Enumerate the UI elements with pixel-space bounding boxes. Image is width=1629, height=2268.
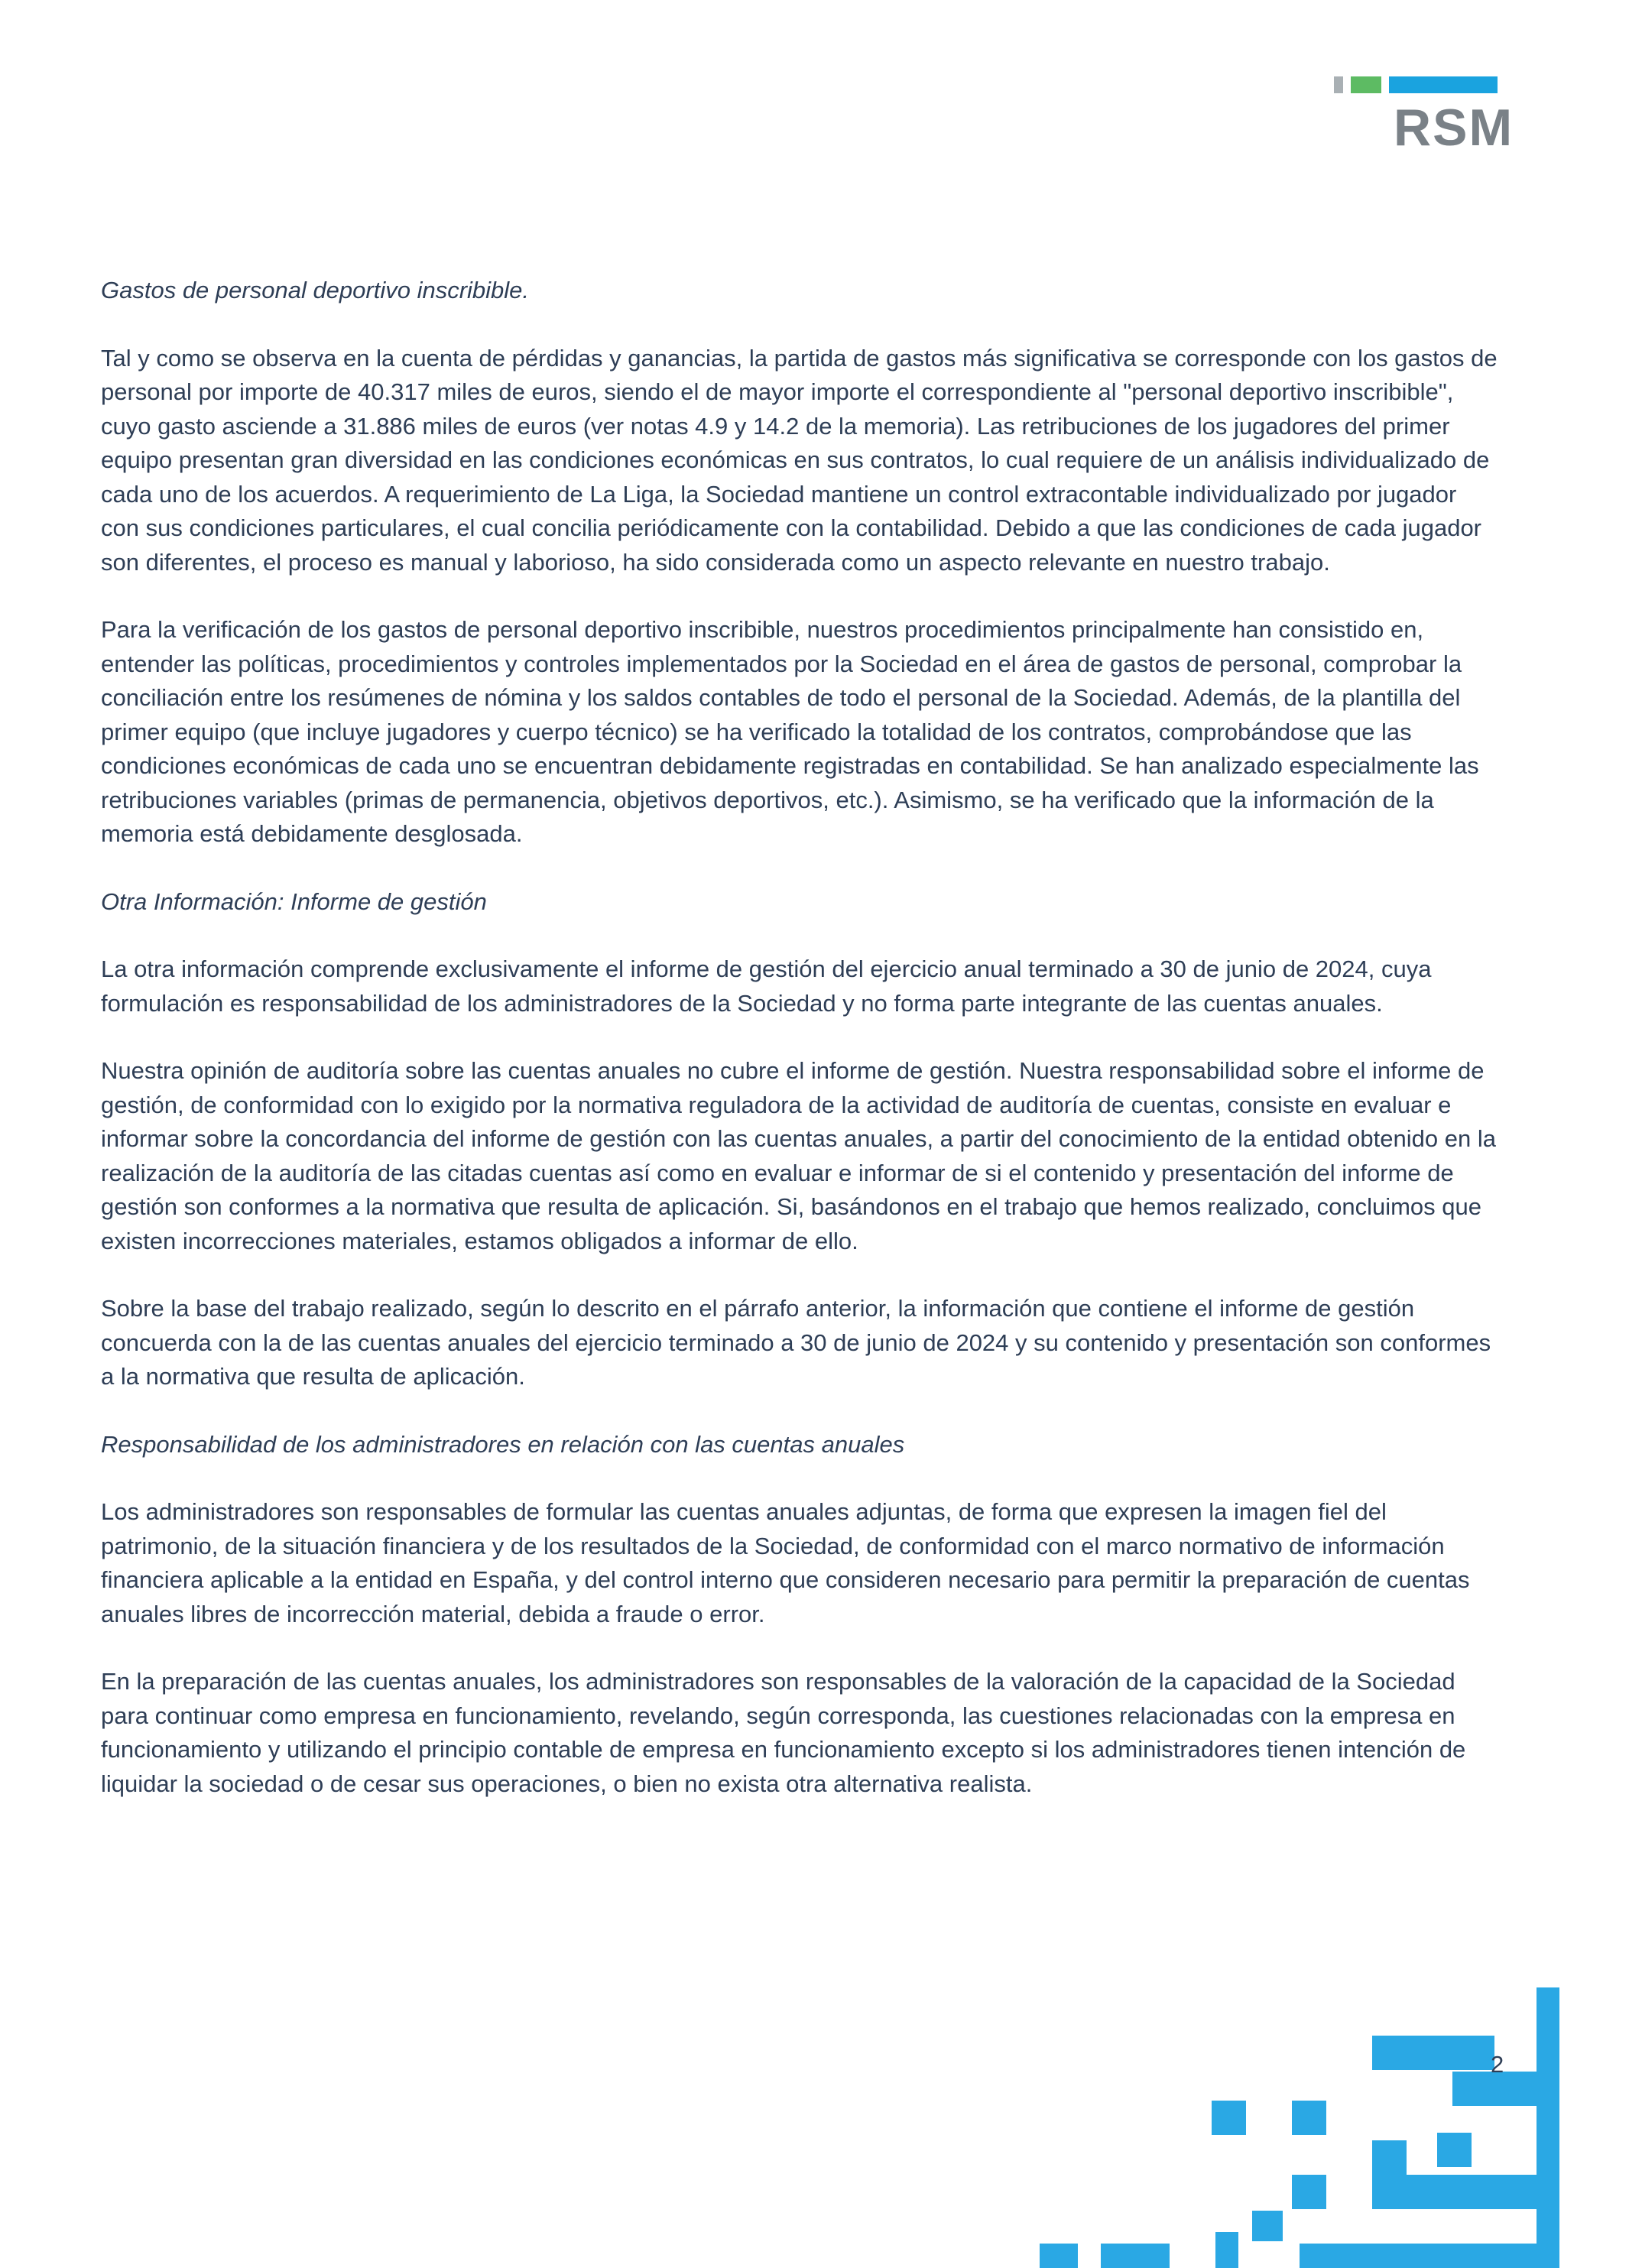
logo-gray-bar (1334, 76, 1343, 93)
pixel-block (1292, 2101, 1326, 2135)
pixel-block (1252, 2211, 1283, 2241)
pixel-block (1040, 2244, 1078, 2268)
logo-green-bar (1351, 76, 1381, 93)
paragraph: Sobre la base del trabajo realizado, según lo descrito en el párrafo anterior, la información que contiene el informe de gestión concuerda con la de las cuentas anuales del ejercicio terminado a 30 de junio de 2024 y su contenido y presentación son conformes a la normativa que resulta de aplicación. (101, 1295, 1491, 1390)
pixel-block (1101, 2244, 1170, 2268)
logo-text: RSM (1394, 99, 1514, 157)
paragraph: Tal y como se observa en la cuenta de pérdidas y ganancias, la partida de gastos más significativa se corresponde con los gastos de personal por importe de 40.317 miles de euros, siendo el de mayor importe el correspondiente al "personal deportivo inscribible", cuyo gasto asciende a 31.886 miles de euros (ver notas 4.9 y 14.2 de la memoria). Las retribuciones de los jugadores del primer equipo presentan gran diversidad en las condiciones económicas en sus contratos, lo cual requiere de un análisis individualizado de cada uno de los acuerdos. A requerimiento de La Liga, la Sociedad mantiene un control extracontable individualizado por jugador con sus condiciones particulares, el cual concilia periódicamente con la contabilidad. Debido a que las condiciones de cada jugador son diferentes, el proceso es manual y laborioso, ha sido considerada como un aspecto relevante en nuestro trabajo. (101, 344, 1498, 576)
document-body (101, 274, 1500, 1835)
logo-blue-bar (1389, 76, 1498, 93)
paragraph: La otra información comprende exclusivamente el informe de gestión del ejercicio anual terminado a 30 de junio de 2024, cuya formulación es responsabilidad de los administradores de la Sociedad y no forma parte integrante de las cuentas anuales. (101, 956, 1432, 1017)
section-personal-deportivo (101, 274, 1500, 852)
pixel-block (1537, 1987, 1559, 2268)
section-responsabilidad (101, 1428, 1500, 1802)
paragraph: Para la verificación de los gastos de personal deportivo inscribible, nuestros procedimientos principalmente han consistido en, entender las políticas, procedimientos y controles implementados por la Sociedad en el área de gastos de personal, comprobar la conciliación entre los resúmenes de nómina y los saldos contables de todo el personal de la Sociedad. Además, de la plantilla del primer equipo (que incluye jugadores y cuerpo técnico) se ha verificado la totalidad de los contratos, comprobándose que las condiciones económicas de cada uno se encuentran debidamente registradas en contabilidad. Se han analizado especialmente las retribuciones variables (primas de permanencia, objetivos deportivos, etc.). Asimismo, se ha verificado que la información de la memoria está debidamente desglosada. (101, 616, 1479, 847)
pixel-block (1437, 2133, 1472, 2167)
paragraph: En la preparación de las cuentas anuales, los administradores son responsables de la valoración de la capacidad de la Sociedad para continuar como empresa en funcionamiento, revelando, según corresponda, las cuestiones relacionadas con la empresa en funcionamiento y utilizando el principio contable de empresa en funcionamiento excepto si los administradores tienen intención de liquidar la sociedad o de cesar sus operaciones, o bien no exista otra alternativa realista. (101, 1668, 1466, 1797)
pixel-block (1452, 2072, 1559, 2106)
pixel-block (1372, 2140, 1407, 2175)
section-heading: Gastos de personal deportivo inscribible. (101, 277, 530, 303)
section-otra-informacion (101, 885, 1500, 1394)
rsm-logo (1334, 76, 1517, 168)
pixel-block (1372, 2175, 1559, 2209)
paragraph: Los administradores son responsables de formular las cuentas anuales adjuntas, de forma que expresen la imagen fiel del patrimonio, de la situación financiera y de los resultados de la Sociedad, de conformidad con el marco normativo de información financiera aplicable a la entidad en España, y del control interno que consideren necesario para permitir la preparación de cuentas anuales libres de incorrección material, debida a fraude o error. (101, 1498, 1470, 1627)
paragraph: Nuestra opinión de auditoría sobre las cuentas anuales no cubre el informe de gestión. Nuestra responsabilidad sobre el informe de gestión, de conformidad con lo exigido por la normativa reguladora de la actividad de auditoría de cuentas, consiste en evaluar e informar sobre la concordancia del informe de gestión con las cuentas anuales, a partir del conocimiento de la entidad obtenido en la realización de la auditoría de las citadas cuentas así como en evaluar e informar de si el contenido y presentación del informe de gestión son conformes a la normativa que resulta de aplicación. Si, basándonos en el trabajo que hemos realizado, concluimos que existen incorrecciones materiales, estamos obligados a informar de ello. (101, 1057, 1496, 1254)
pixel-block (1372, 2036, 1494, 2070)
section-heading: Otra Información: Informe de gestión (101, 887, 487, 915)
page-number: 2 (1491, 2051, 1504, 2078)
pixel-block (1300, 2244, 1559, 2268)
section-heading: Responsabilidad de los administradores en relación con las cuentas anuales (101, 1430, 905, 1458)
pixel-block (1215, 2232, 1238, 2268)
pixel-block (1292, 2175, 1326, 2209)
pixel-block (1212, 2101, 1246, 2135)
